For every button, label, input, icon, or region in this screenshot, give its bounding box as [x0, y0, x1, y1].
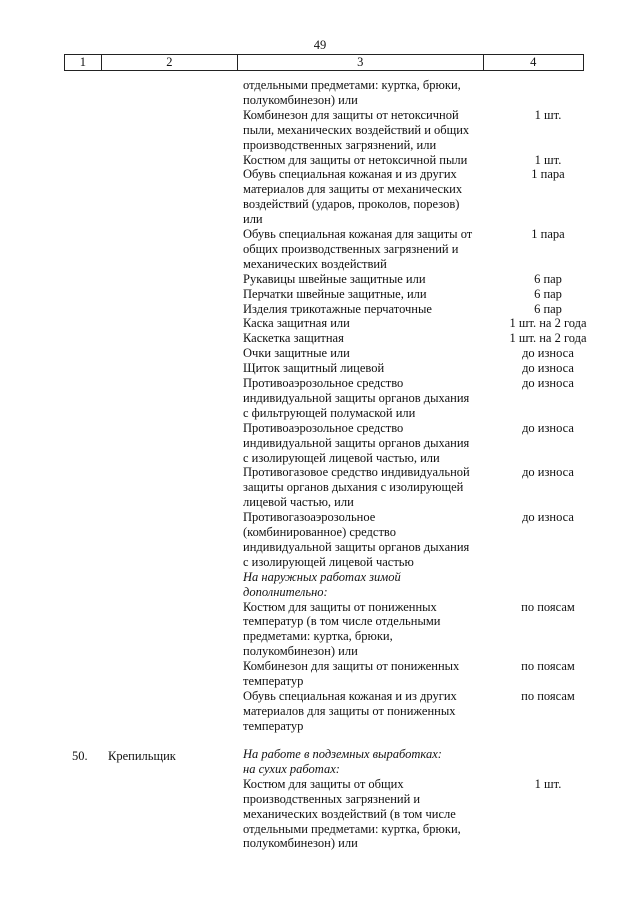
- item-quantity: до износа: [522, 346, 574, 361]
- item-line: дополнительно:: [243, 584, 328, 599]
- item-line: материалов для защиты от пониженных: [243, 703, 456, 718]
- ppe-item: [243, 346, 493, 361]
- item-line: полукомбинезон) или: [243, 644, 358, 659]
- item-line: механических воздействий: [243, 256, 387, 271]
- ppe-item: [243, 108, 493, 153]
- ppe-item: [243, 600, 493, 660]
- item-line: защиты органов дыхания с изолирующей: [243, 480, 464, 495]
- item-line: Костюм для защиты от пониженных: [243, 599, 437, 614]
- item-line: производственных загрязнений, или: [243, 137, 437, 152]
- item-line: материалов для защиты от механических: [243, 182, 463, 197]
- item-line: Противогазовое средство индивидуальной: [243, 465, 470, 480]
- item-line: или: [243, 212, 263, 227]
- item-line: Обувь специальная кожаная и из других: [243, 167, 457, 182]
- item-quantity: 6 пар: [534, 271, 562, 286]
- ppe-item: [243, 302, 493, 317]
- item-quantity: до износа: [522, 420, 574, 435]
- item-line: Обувь специальная кожаная и из других: [243, 688, 457, 703]
- ppe-item: [243, 272, 493, 287]
- item-quantity: по поясам: [521, 688, 575, 703]
- item-line: Рукавицы швейные защитные или: [243, 271, 426, 286]
- item-line: полукомбинезон) или: [243, 836, 358, 851]
- item-line: Изделия трикотажные перчаточные: [243, 301, 432, 316]
- ppe-item: [243, 361, 493, 376]
- item-line: Щиток защитный лицевой: [243, 361, 385, 376]
- item-line: температур (в том числе отдельными: [243, 614, 441, 629]
- ppe-item: [243, 227, 493, 272]
- item-line: общих производственных загрязнений и: [243, 241, 459, 256]
- item-line: Перчатки швейные защитные, или: [243, 286, 427, 301]
- ppe-item: [243, 316, 493, 331]
- item-line: температур: [243, 718, 304, 733]
- item-line: механических воздействий (в том числе: [243, 806, 456, 821]
- item-line: Обувь специальная кожаная для защиты от: [243, 227, 473, 241]
- item-line: На работе в подземных выработках:: [243, 747, 442, 761]
- ppe-item: [243, 331, 493, 346]
- ppe-item: [243, 153, 493, 168]
- header-col-2: 2: [101, 55, 237, 71]
- ppe-item: [243, 659, 493, 689]
- item-line: Костюм для защиты от общих: [243, 776, 404, 791]
- header-col-3: 3: [238, 55, 484, 71]
- item-line: с изолирующей лицевой частью, или: [243, 450, 440, 465]
- item-line: Каскетка защитная: [243, 331, 344, 346]
- item-quantity: по поясам: [521, 659, 575, 674]
- item-line: с фильтрующей полумаской или: [243, 405, 416, 420]
- item-quantity: до износа: [522, 510, 574, 525]
- header-col-4: 4: [483, 55, 583, 71]
- ppe-item: [243, 78, 493, 108]
- ppe-item: [243, 777, 493, 852]
- ppe-item: [243, 510, 493, 570]
- item-line: На наружных работах зимой: [243, 569, 401, 584]
- item-quantity: 1 шт. на 2 года: [509, 316, 587, 331]
- item-quantity: 1 шт.: [534, 776, 562, 791]
- item-quantity: 1 пара: [531, 227, 565, 241]
- ppe-item: [243, 167, 493, 227]
- item-line: Комбинезон для защиты от нетоксичной: [243, 107, 459, 122]
- item-line: пыли, механических воздействий и общих: [243, 122, 470, 137]
- page-number: 49: [313, 38, 327, 52]
- section-heading: [243, 570, 493, 600]
- item-line: индивидуальной защиты органов дыхания: [243, 435, 470, 450]
- item-quantity: по поясам: [521, 599, 575, 614]
- item-line: (комбинированное) средство: [243, 525, 396, 539]
- item-line: предметами: куртка, брюки,: [243, 629, 393, 644]
- item-line: отдельными предметами: куртка, брюки,: [243, 78, 461, 92]
- item-line: с изолирующей лицевой частью: [243, 554, 414, 569]
- item-quantity: до износа: [522, 376, 574, 390]
- item-line: отдельными предметами: куртка, брюки,: [243, 821, 461, 836]
- entry-position: Крепильщик: [108, 749, 176, 763]
- item-line: полукомбинезон) или: [243, 92, 358, 107]
- item-quantity: 1 шт. на 2 года: [509, 331, 587, 346]
- item-line: Костюм для защиты от нетоксичной пыли: [243, 152, 468, 167]
- header-col-1: 1: [65, 55, 102, 71]
- item-line: Каска защитная или: [243, 316, 350, 331]
- entry-number: 50.: [72, 749, 88, 763]
- item-quantity: 6 пар: [534, 286, 562, 301]
- item-line: индивидуальной защиты органов дыхания: [243, 539, 470, 554]
- ppe-item: [243, 421, 493, 466]
- item-line: Противогазоаэрозольное: [243, 510, 376, 525]
- item-line: Противоаэрозольное средство: [243, 420, 404, 435]
- item-line: Очки защитные или: [243, 346, 350, 361]
- item-line: температур: [243, 674, 304, 688]
- item-quantity: 1 шт.: [534, 152, 562, 167]
- item-line: Комбинезон для защиты от пониженных: [243, 659, 460, 674]
- item-quantity: 1 пара: [531, 167, 565, 182]
- ppe-item: [243, 465, 493, 510]
- item-quantity: 1 шт.: [534, 107, 562, 122]
- column-header-table: [64, 54, 584, 71]
- item-quantity: до износа: [522, 465, 574, 480]
- item-line: индивидуальной защиты органов дыхания: [243, 390, 470, 405]
- ppe-item: [243, 287, 493, 302]
- ppe-item: [243, 689, 493, 734]
- item-line: производственных загрязнений и: [243, 791, 421, 806]
- item-quantity: до износа: [522, 361, 574, 376]
- item-line: воздействий (ударов, проколов, порезов): [243, 197, 460, 212]
- ppe-item: [243, 376, 493, 421]
- item-line: на сухих работах:: [243, 761, 340, 776]
- item-line: Противоаэрозольное средство: [243, 376, 404, 390]
- item-line: лицевой частью, или: [243, 495, 354, 510]
- section-heading: [243, 747, 493, 777]
- item-quantity: 6 пар: [534, 301, 562, 316]
